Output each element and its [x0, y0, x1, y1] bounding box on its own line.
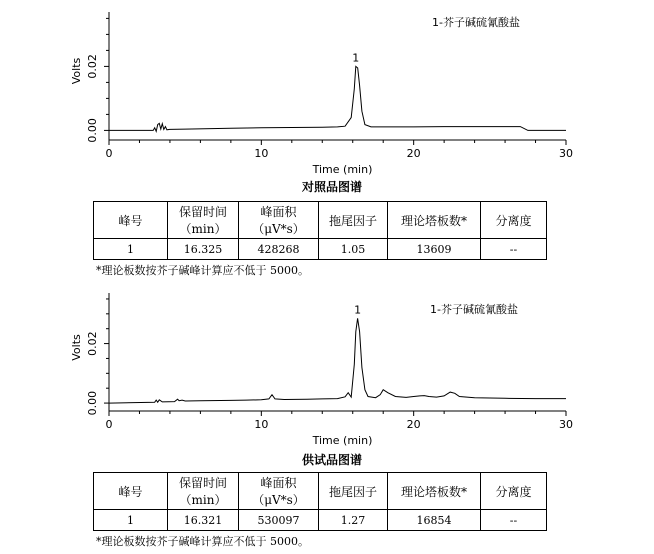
compound-annotation: 1-芥子碱硫氰酸盐	[430, 303, 518, 316]
cell-peak: 1	[94, 239, 168, 260]
x-axis-label: Time (min)	[312, 434, 373, 447]
sample-chromatogram	[0, 280, 654, 452]
cell-tailing-factor: 1.05	[319, 239, 388, 260]
cell-theoretical-plates: 16854	[388, 510, 481, 531]
header-theoretical-plates: 理论塔板数*	[388, 202, 481, 239]
reference-results-table	[93, 201, 547, 260]
cell-peak-area: 428268	[239, 239, 319, 260]
cell-peak-area: 530097	[239, 510, 319, 531]
reference-chromatogram	[0, 0, 654, 180]
x-axis-label: Time (min)	[312, 163, 373, 176]
plates-note: *理论板数按芥子碱峰计算应不低于 5000。	[96, 264, 309, 277]
cell-retention-time: 16.325	[168, 239, 239, 260]
peak-label: 1	[352, 51, 360, 65]
chromatogram-trace	[109, 66, 566, 131]
cell-resolution: --	[481, 239, 547, 260]
y-tick-label: 0.02	[86, 54, 99, 79]
table-row	[94, 510, 547, 531]
x-tick-label: 0	[105, 147, 113, 160]
x-tick-label: 10	[254, 147, 269, 160]
y-axis-label: Volts	[70, 334, 83, 361]
y-tick-label: 0.02	[86, 331, 99, 356]
reference-caption: 对照品图谱	[301, 180, 362, 194]
compound-annotation: 1-芥子碱硫氰酸盐	[432, 16, 520, 29]
chart-axes	[86, 12, 573, 160]
header-tailing-factor: 拖尾因子	[319, 202, 388, 239]
peak-label: 1	[354, 303, 362, 317]
header-peak-area: 峰面积 （μV*s）	[239, 202, 319, 239]
header-resolution: 分离度	[481, 202, 547, 239]
cell-theoretical-plates: 13609	[388, 239, 481, 260]
y-axis-label: Volts	[70, 57, 83, 85]
x-tick-label: 20	[406, 147, 421, 160]
header-peak: 峰号	[94, 473, 168, 510]
header-retention-time: 保留时间 （min）	[168, 202, 239, 239]
y-tick-label: 0.00	[86, 390, 99, 416]
cell-retention-time: 16.321	[168, 510, 239, 531]
header-theoretical-plates: 理论塔板数*	[388, 473, 481, 510]
header-peak: 峰号	[94, 202, 168, 239]
x-tick-label: 10	[254, 418, 269, 431]
header-tailing-factor: 拖尾因子	[319, 473, 388, 510]
x-tick-label: 20	[406, 418, 421, 431]
cell-tailing-factor: 1.27	[319, 510, 388, 531]
x-tick-label: 0	[105, 418, 113, 431]
header-peak-area: 峰面积 （μV*s）	[239, 473, 319, 510]
header-retention-time: 保留时间 （min）	[168, 473, 239, 510]
x-tick-label: 30	[559, 418, 573, 431]
y-tick-label: 0.00	[86, 118, 99, 143]
plates-note: *理论板数按芥子碱峰计算应不低于 5000。	[96, 535, 309, 548]
table-row	[94, 239, 547, 260]
cell-resolution: --	[481, 510, 547, 531]
sample-caption: 供试品图谱	[301, 453, 362, 467]
header-resolution: 分离度	[481, 473, 547, 510]
cell-peak: 1	[94, 510, 168, 531]
sample-results-table	[93, 472, 547, 531]
x-tick-label: 30	[559, 147, 573, 160]
chromatogram-trace	[109, 318, 566, 403]
